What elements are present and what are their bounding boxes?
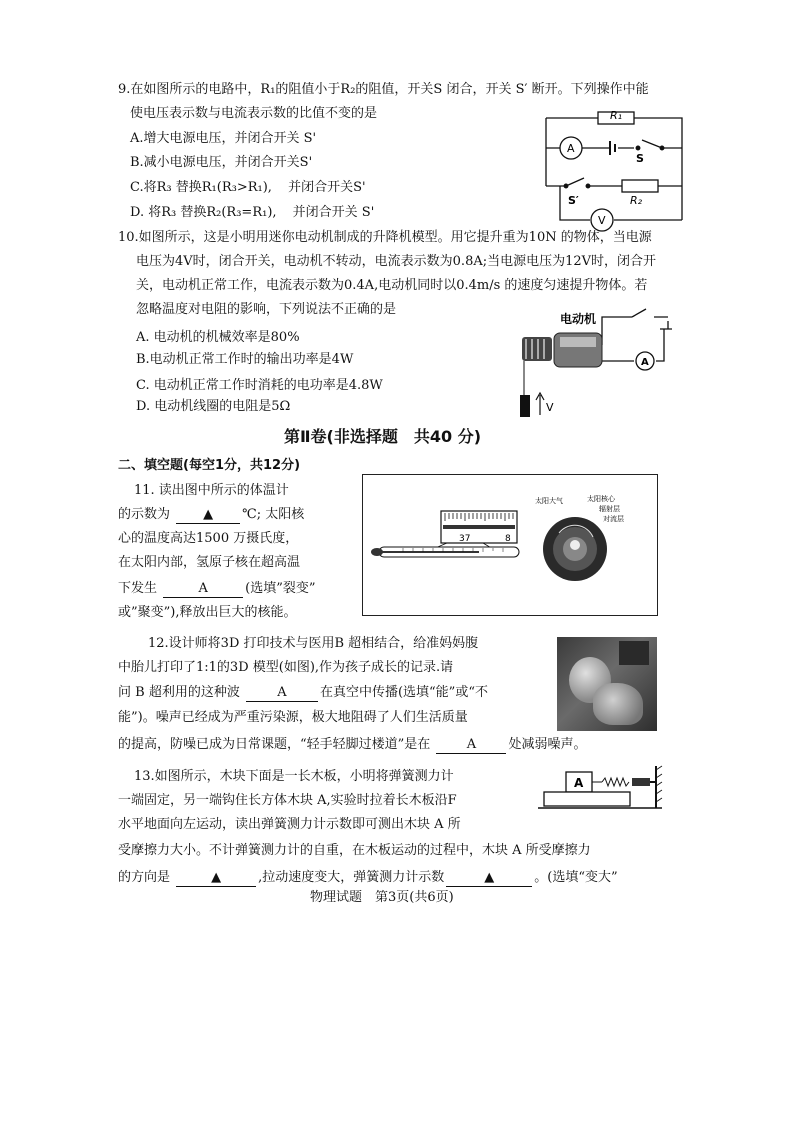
q11-line2 [118, 503, 304, 527]
q9-option-c-post: 并闭合开关S' [288, 180, 366, 195]
q10-option-a: A. 电动机的机械效率是80% [136, 330, 300, 345]
q13-line1: 13.如图所示，木块下面是一长木板，小明将弹簧测力计 [134, 769, 454, 784]
q12-line5-post: 处减弱噪声。 [508, 737, 587, 752]
q9-option-d [130, 203, 374, 223]
resistor-r2 [622, 180, 658, 192]
scale-37: 37 [459, 534, 471, 544]
velocity-arrow [536, 393, 544, 415]
long-board [544, 792, 630, 806]
label-convection-layer: 对流层 [603, 515, 624, 523]
fetus-3d-model-photo [557, 637, 657, 731]
q12-line4: 能”)。噪声已经成为严重污染源，极大地阻碍了人们生活质量 [118, 710, 468, 725]
q13-line5-post: 。(选填“变大” [534, 870, 618, 885]
q11-line5-pre: 下发生 [118, 581, 158, 596]
q9-option-d-post: 并闭合开关 S' [292, 205, 375, 220]
q13-line5 [118, 866, 618, 890]
q12-line5-pre: 的提高，防噪已成为日常课题，“轻手轻脚过楼道”是在 [118, 737, 431, 752]
section2-heading: 二、填空题(每空1分，共12分) [118, 458, 301, 473]
q13-friction-figure [536, 764, 670, 816]
page-footer: 物理试题 第3页(共6页) [310, 890, 454, 905]
part2-title: 第Ⅱ卷(非选择题 共40 分) [284, 427, 482, 446]
motor-label: 电动机 [560, 312, 597, 326]
q11-line3: 心的温度高达1500 万摄氏度， [118, 531, 299, 546]
q10-stem-line4: 忽略温度对电阻的影响，下列说法不正确的是 [136, 302, 397, 317]
q11-line6: 或”聚变”),释放出巨大的核能。 [118, 605, 297, 620]
q11-line5 [118, 577, 316, 601]
q13-line5-mid: ,拉动速度变大，弹簧测力计示数 [258, 870, 445, 885]
scale-8: 8 [505, 534, 511, 544]
q10-stem-line3: 关，电动机正常工作，电流表示数为0.4A,电动机同时以0.4m/s 的速度匀速提升物体。若 [136, 278, 648, 293]
q12-line3 [118, 681, 488, 705]
velocity-label: V [546, 401, 554, 414]
q10-option-d: D. 电动机线圈的电阻是5Ω [136, 399, 291, 414]
q9-circuit-diagram [538, 108, 688, 232]
q12-blank2: A [436, 737, 506, 754]
q9-option-c-pre: C.将R₃ 替换R₁(R₃>R₁), [130, 180, 272, 195]
q10-stem-line2: 电压为4V时，闭合开关，电动机不转动，电流表示数为0.8A;当电源电压为12V时，闭合开 [136, 254, 657, 269]
q12-line3-pre: 问 B 超利用的这种波 [118, 685, 240, 700]
label-sun-atmosphere: 太阳大气 [535, 497, 563, 505]
q9-option-b: B.减小电源电压，并闭合开关S' [130, 155, 313, 170]
q10-option-b: B.电动机正常工作时的输出功率是4W [136, 352, 354, 367]
q11-line2-post: ℃; 太阳核 [242, 507, 305, 522]
q11-line5-post: (选填”裂变” [245, 581, 316, 596]
q9-stem-line1: 9.在如图所示的电路中，R₁的阻值小于R₂的阻值，开关S 闭合，开关 S′ 断开。下列操作中能 [118, 82, 649, 97]
sun-core-dot [570, 540, 580, 550]
label-r2: R₂ [630, 194, 643, 207]
q9-option-c [130, 178, 366, 198]
photo-background-dark [619, 641, 649, 665]
motor-highlight [560, 337, 596, 347]
q13-line4: 受摩擦力大小。不计弹簧测力计的自重，在木板运动的过程中，木块 A 所受摩擦力 [118, 843, 591, 858]
q9-stem-line2: 使电压表示数与电流表示数的比值不变的是 [130, 106, 378, 121]
q11-line4: 在太阳内部，氢原子核在超高温 [118, 555, 301, 570]
q10-motor-figure [514, 303, 686, 421]
q13-blank1: ▲ [176, 870, 256, 887]
label-r1: R₁ [610, 109, 623, 122]
block-a-label: A [574, 776, 584, 790]
label-radiation-layer: 辐射层 [599, 505, 620, 513]
q10-option-c: C. 电动机正常工作时消耗的电功率是4.8W [136, 378, 383, 393]
q13-line2: 一端固定，另一端钩住长方体木块 A,实验时拉着长木板沿F [118, 793, 457, 808]
label-s-prime: S′ [568, 194, 579, 207]
q13-blank2: ▲ [446, 870, 532, 887]
q12-line2: 中胎儿打印了1:1的3D 模型(如图),作为孩子成长的记录.请 [118, 660, 454, 675]
label-sun-core: 太阳核心 [587, 495, 615, 503]
q11-figure-box [362, 474, 658, 616]
spring-scale-body [632, 778, 650, 786]
q12-blank1: A [246, 685, 318, 702]
q11-figure [363, 475, 657, 615]
q11-blank2: A [163, 581, 243, 598]
q13-line3: 水平地面向左运动，读出弹簧测力计示数即可测出木块 A 所 [118, 817, 461, 832]
q10-stem-line1: 10.如图所示，这是小明用迷你电动机制成的升降机模型。用它提升重为10N 的物体，当电源 [118, 230, 652, 245]
fixed-wall [650, 766, 656, 808]
q12-line5 [118, 733, 586, 757]
q12-line3-post: 在真空中传播(选填“能”或“不 [319, 685, 488, 700]
q9-option-d-pre: D. 将R₃ 替换R₂(R₃=R₁), [130, 205, 277, 220]
q13-line5-pre: 的方向是 [118, 870, 171, 885]
load-weight [520, 395, 530, 417]
q11-line1: 11. 读出图中所示的体温计 [134, 483, 289, 498]
ammeter-label: A [641, 357, 649, 368]
mercury-zoom [443, 525, 515, 529]
voltmeter-label: V [598, 214, 606, 227]
q9-option-a: A.增大电源电压，并闭合开关 S' [130, 131, 317, 146]
q11-blank1: ▲ [176, 507, 240, 524]
q12-line1: 12.设计师将3D 打印技术与医用B 超相结合，给准妈妈腹 [148, 636, 479, 651]
model-body [593, 683, 643, 725]
spring-gauge [602, 778, 629, 786]
ammeter-label: A [567, 142, 575, 155]
q11-line2-pre: 的示数为 [118, 507, 171, 522]
label-s: S [636, 152, 644, 165]
